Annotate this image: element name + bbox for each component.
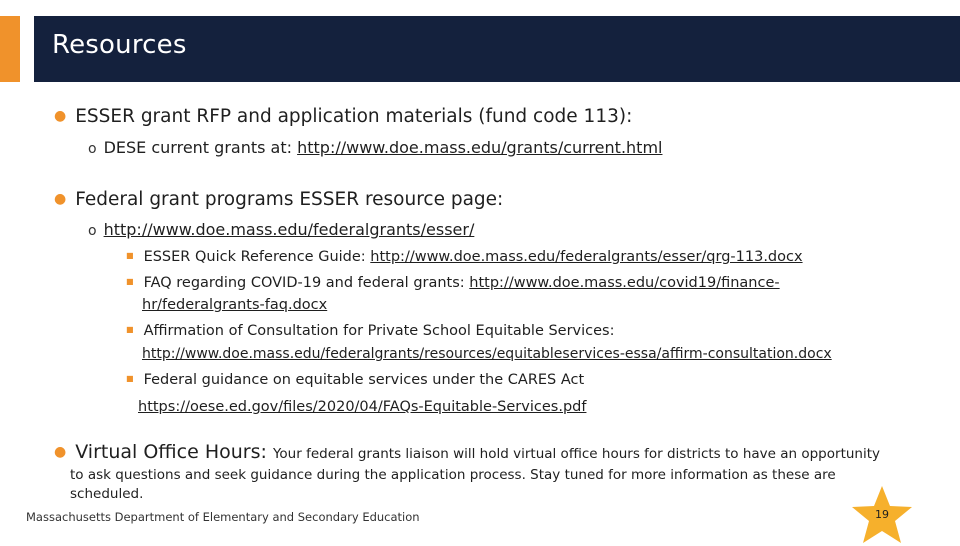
bullet-esser-rfp: ● ESSER grant RFP and application materials (fund code 113): (54, 106, 633, 127)
circle-bullet-icon: o (88, 223, 97, 239)
affirmation-link[interactable]: http://www.doe.mass.edu/federalgrants/resources/equitableservices-essa/affirm-consultation.docx (142, 346, 832, 362)
bullet-federal-programs: ● Federal grant programs ESSER resource page: (54, 189, 504, 210)
vo-heading: Virtual Office Hours: (75, 441, 273, 463)
accent-bar (0, 16, 20, 82)
current-grants-link[interactable]: http://www.doe.mass.edu/grants/current.html (297, 138, 663, 157)
sub-bullet-current-grants: o DESE current grants at: http://www.doe.mass.edu/grants/current.html (88, 138, 663, 157)
item-cares-guidance: ■ Federal guidance on equitable services under the CARES Act (126, 372, 585, 388)
item-faq-covid: ■ FAQ regarding COVID-19 and federal grants: http://www.doe.mass.edu/covid19/finance- (126, 275, 780, 291)
round-bullet-icon: ● (54, 444, 67, 460)
square-bullet-icon: ■ (126, 374, 134, 383)
round-bullet-icon: ● (54, 191, 67, 207)
footer-text: Massachusetts Department of Elementary and Secondary Education (26, 510, 420, 524)
item-faq-covid-cont (142, 297, 327, 313)
qrg-link[interactable]: http://www.doe.mass.edu/federalgrants/esser/qrg-113.docx (370, 249, 803, 265)
sub-bullet-esser-page (88, 220, 474, 239)
item-cares-link (138, 399, 586, 415)
square-bullet-icon: ■ (126, 251, 134, 260)
bullet-virtual-office-hours (54, 441, 880, 463)
vo-body-3: scheduled. (70, 486, 144, 502)
square-bullet-icon: ■ (126, 325, 134, 334)
item-quick-reference: ■ ESSER Quick Reference Guide: http://www.doe.mass.edu/federalgrants/esser/qrg-113.docx (126, 249, 803, 265)
slide-title: Resources (52, 30, 187, 60)
faq-link[interactable]: http://www.doe.mass.edu/covid19/finance- (469, 275, 780, 291)
cares-faq-link[interactable]: https://oese.ed.gov/files/2020/04/FAQs-Equitable-Services.pdf (138, 399, 587, 415)
vo-body-2: to ask questions and seek guidance during the application process. Stay tuned for more information as these are (70, 467, 836, 483)
circle-bullet-icon: o (88, 141, 97, 157)
faq-link-cont[interactable]: hr/federalgrants-faq.docx (142, 297, 328, 313)
vo-body: Your federal grants liaison will hold virtual office hours for districts to have an opportunity (272, 446, 881, 462)
esser-resource-link[interactable]: http://www.doe.mass.edu/federalgrants/esser/ (103, 220, 475, 239)
item-affirmation-link (142, 346, 832, 362)
item-affirmation: ■ Affirmation of Consultation for Private School Equitable Services: (126, 323, 615, 339)
square-bullet-icon: ■ (126, 277, 134, 286)
page-number: 19 (875, 508, 889, 521)
round-bullet-icon: ● (54, 108, 67, 124)
